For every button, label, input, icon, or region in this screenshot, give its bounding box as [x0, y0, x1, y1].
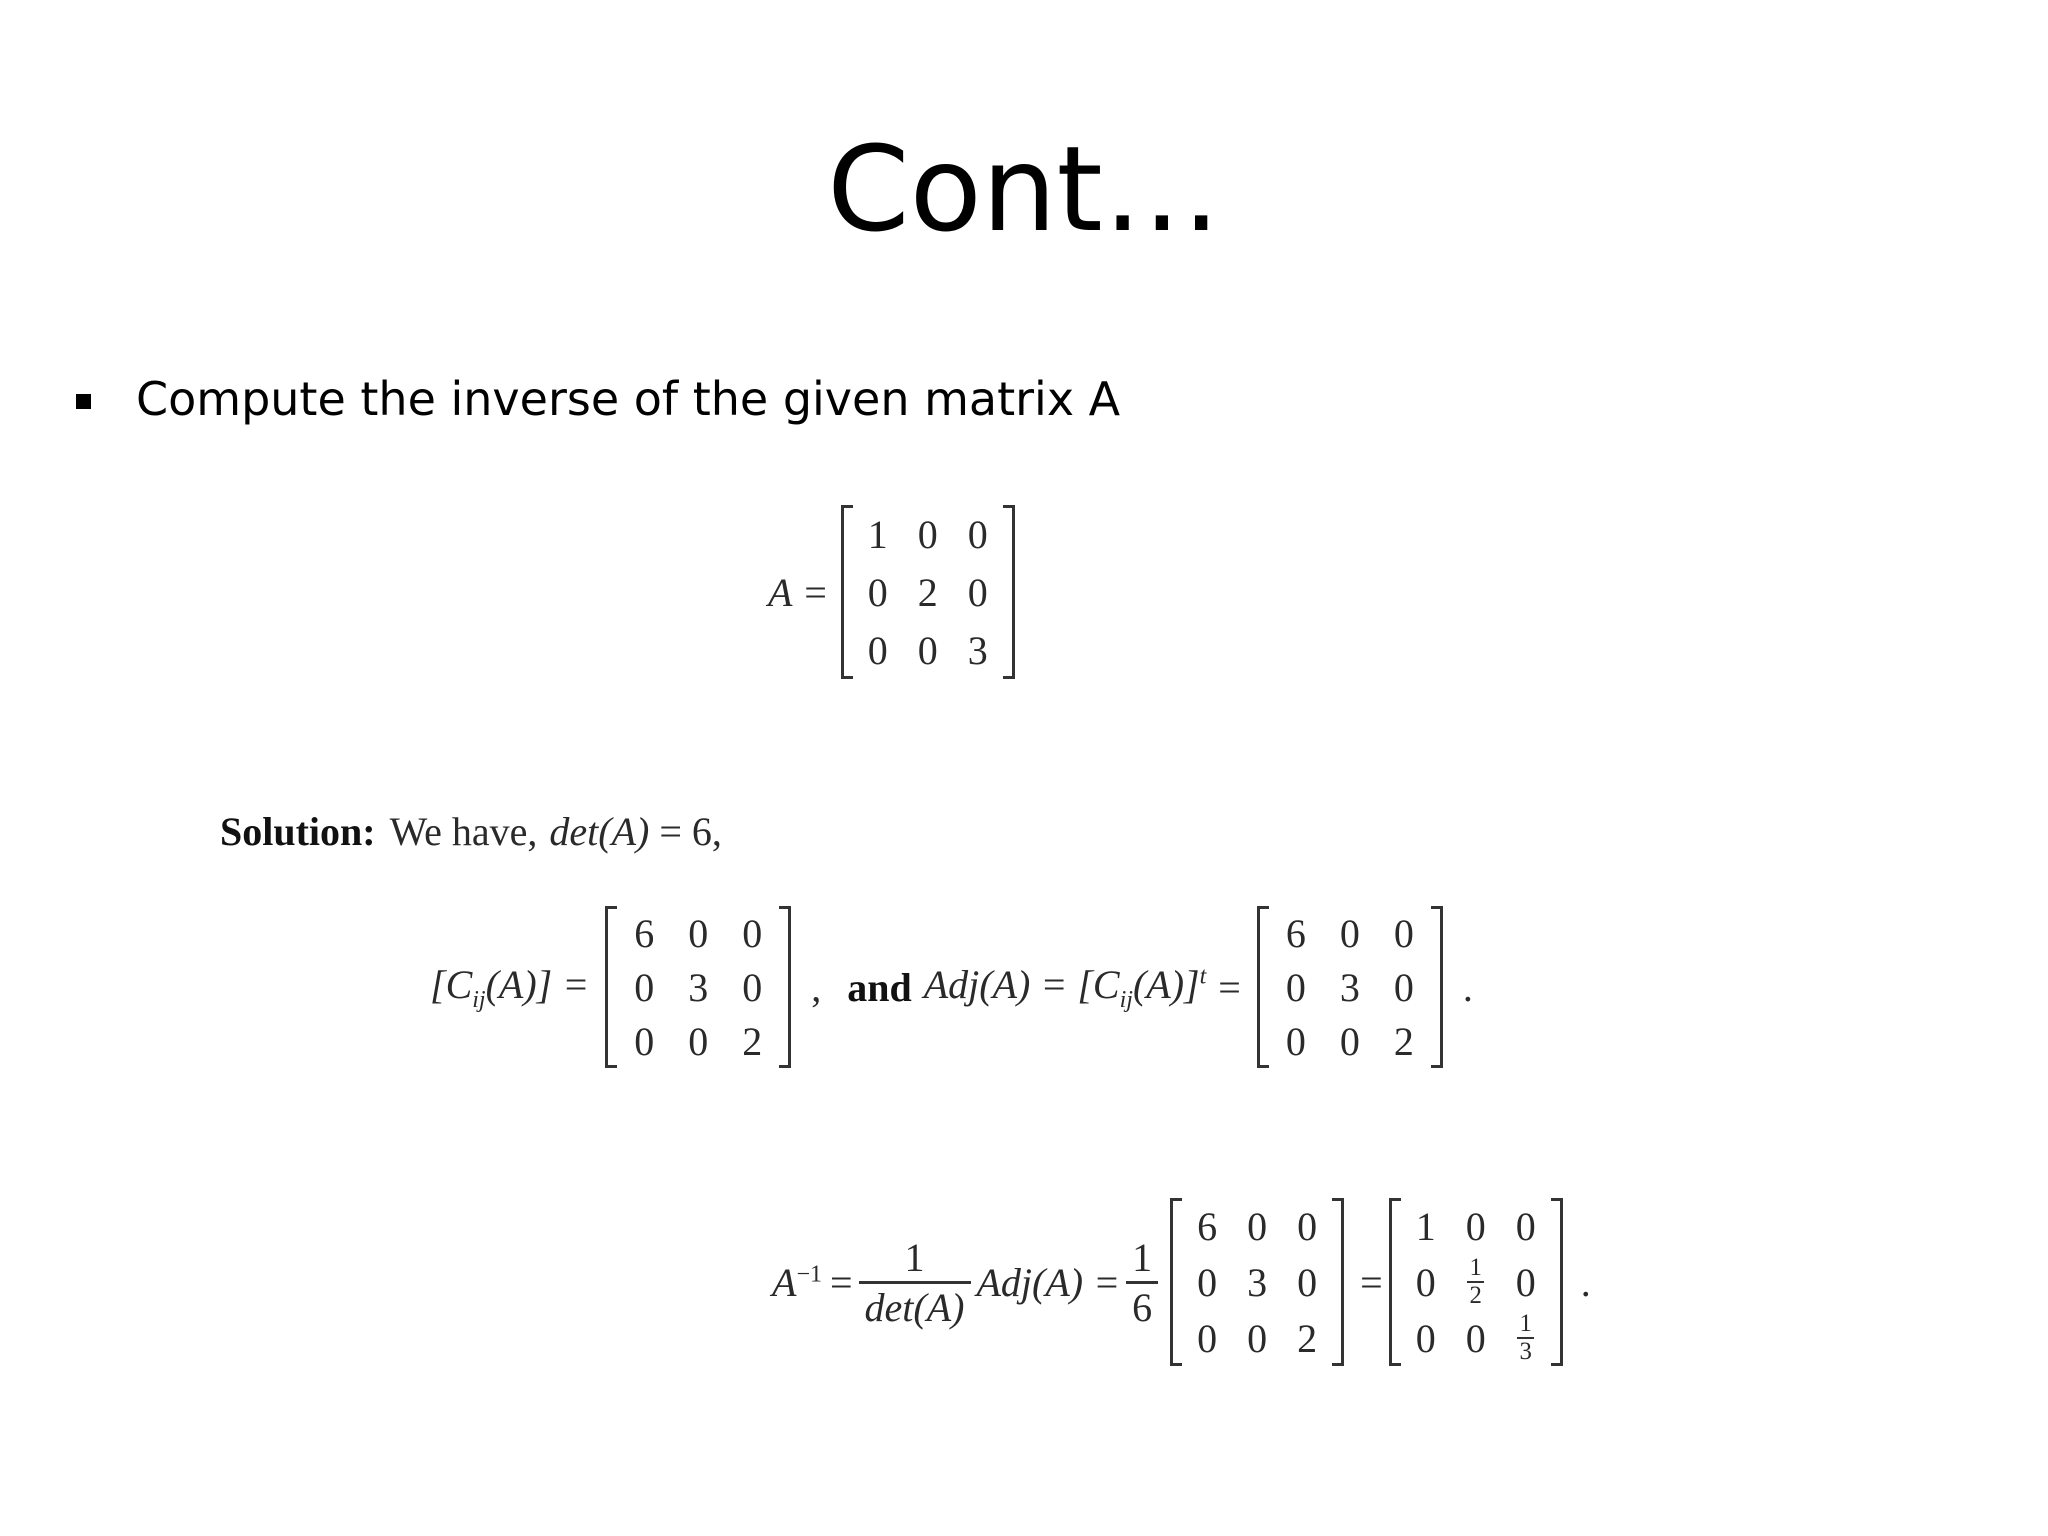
det-expression: det(A) [549, 809, 650, 854]
slide-title: Cont… [827, 120, 1221, 258]
matrix-cell: 0 [1415, 1259, 1436, 1305]
bullet-square-icon [76, 394, 91, 409]
matrix-cell: 0 [1297, 1203, 1318, 1249]
matrix-cell: 0 [1339, 910, 1360, 956]
comma: , [811, 964, 822, 1010]
matrix-right-bracket [1551, 1198, 1563, 1366]
matrix-left-bracket [841, 505, 853, 679]
matrix-cell: 0 [742, 964, 763, 1010]
inverse-lhs: $A^{-1}$ [772, 1259, 822, 1305]
matrix-cell: 0 [1393, 910, 1414, 956]
adjoint-label: Adj(A) = [976, 1259, 1121, 1305]
matrix-cell: 0 [688, 1018, 709, 1064]
matrix-a [841, 505, 1015, 679]
matrix-cell: 6 [1285, 910, 1306, 956]
matrix-cell-half: $\frac{1}{2}$ [1469, 1253, 1482, 1309]
matrix-cell: 0 [967, 569, 988, 615]
fraction-denominator: det(A) [859, 1281, 971, 1331]
matrix-cell: 6 [1197, 1203, 1218, 1249]
matrix-cell: 0 [1515, 1259, 1536, 1305]
adjoint-grid [1269, 906, 1431, 1068]
one-over-det-fraction [859, 1234, 971, 1331]
matrix-cell: 0 [742, 910, 763, 956]
matrix-cell: 0 [1247, 1203, 1268, 1249]
solution-label: Solution: [220, 809, 376, 854]
solution-text: We have, [389, 809, 538, 854]
matrix-cell: 0 [867, 569, 888, 615]
matrix-cell: 3 [1339, 964, 1360, 1010]
adjoint-expression: $Adj(A) = [C_{ij}(A)]^t$ [923, 961, 1207, 1013]
matrix-a-equation [768, 505, 1021, 679]
matrix-cell: 1 [867, 511, 888, 557]
matrix-cell: 1 [1415, 1203, 1436, 1249]
matrix-right-bracket [1332, 1198, 1344, 1366]
matrix-cell: 0 [1393, 964, 1414, 1010]
inverse-result-grid [1401, 1198, 1551, 1366]
matrix-cell: 0 [1197, 1259, 1218, 1305]
adjoint-copy-grid [1182, 1198, 1332, 1366]
and-text: and [847, 964, 912, 1010]
matrix-a-lhs: A = [768, 569, 829, 615]
matrix-cell: 0 [1465, 1203, 1486, 1249]
matrix-cell: 6 [634, 910, 655, 956]
matrix-cell: 0 [634, 1018, 655, 1064]
bullet-text: Compute the inverse of the given matrix A [136, 372, 1121, 426]
period: . [1462, 964, 1473, 1010]
matrix-right-bracket [1431, 906, 1443, 1068]
matrix-a-grid [853, 505, 1003, 679]
inverse-equation [772, 1198, 1591, 1366]
inverse-result-matrix [1389, 1198, 1563, 1366]
equals-sign: = [829, 1259, 853, 1305]
matrix-left-bracket [1170, 1198, 1182, 1366]
matrix-cell: 2 [1393, 1018, 1414, 1064]
fraction-denominator: 6 [1126, 1281, 1158, 1331]
matrix-cell: 0 [917, 511, 938, 557]
matrix-cell: 0 [1247, 1315, 1268, 1361]
matrix-left-bracket [1389, 1198, 1401, 1366]
matrix-cell: 3 [688, 964, 709, 1010]
matrix-cell: 0 [1285, 964, 1306, 1010]
matrix-left-bracket [605, 906, 617, 1068]
matrix-cell: 0 [1285, 1018, 1306, 1064]
equals-sign: = [1218, 964, 1241, 1010]
one-sixth-fraction [1126, 1234, 1158, 1331]
period: . [1580, 1259, 1591, 1305]
det-value: = 6, [659, 809, 722, 854]
matrix-cell: 2 [917, 569, 938, 615]
matrix-cell: 3 [967, 627, 988, 673]
matrix-cell: 0 [1339, 1018, 1360, 1064]
matrix-right-bracket [1003, 505, 1015, 679]
matrix-cell: 3 [1247, 1259, 1268, 1305]
bullet-item [76, 372, 1120, 426]
matrix-cell: 2 [742, 1018, 763, 1064]
matrix-cell: 0 [1297, 1259, 1318, 1305]
matrix-cell: 0 [1465, 1315, 1486, 1361]
matrix-cell-third: $\frac{1}{3}$ [1519, 1309, 1532, 1365]
solution-line [220, 808, 722, 855]
fraction-numerator: 1 [1132, 1234, 1153, 1280]
matrix-cell: 0 [688, 910, 709, 956]
matrix-cell: 0 [867, 627, 888, 673]
matrix-cell: 0 [967, 511, 988, 557]
cofactor-grid [617, 906, 779, 1068]
fraction-numerator: 1 [904, 1234, 925, 1280]
matrix-right-bracket [779, 906, 791, 1068]
equals-sign: = [1360, 1259, 1383, 1305]
matrix-cell: 0 [634, 964, 655, 1010]
matrix-cell: 2 [1297, 1315, 1318, 1361]
matrix-cell: 0 [1415, 1315, 1436, 1361]
cofactor-lhs: $[C_{ij}(A)]$ = [430, 961, 590, 1013]
matrix-cell: 0 [917, 627, 938, 673]
adjoint-matrix-copy [1170, 1198, 1344, 1366]
matrix-cell: 0 [1197, 1315, 1218, 1361]
adjoint-matrix [1257, 906, 1443, 1068]
matrix-cell: 0 [1515, 1203, 1536, 1249]
matrix-left-bracket [1257, 906, 1269, 1068]
cofactor-matrix [605, 906, 791, 1068]
cofactor-equation [430, 906, 1473, 1068]
